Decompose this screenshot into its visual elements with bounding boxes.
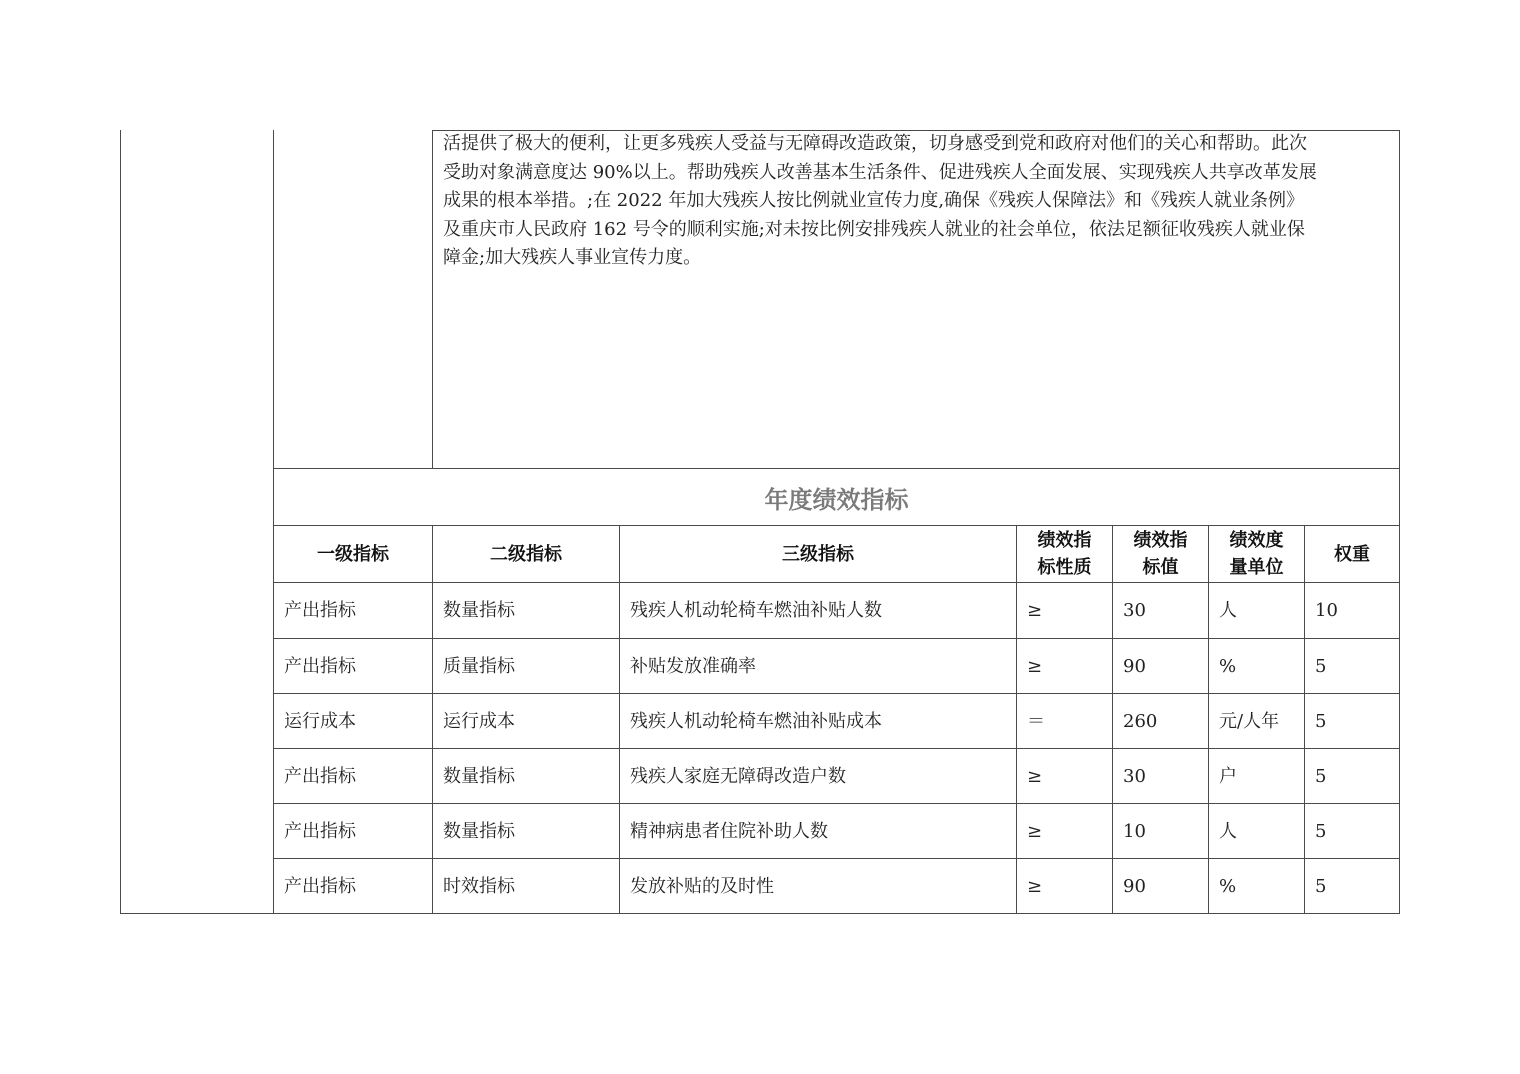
table-border-inner — [619, 525, 620, 914]
header-label: 二级指标 — [490, 543, 562, 565]
table-cell-weight: 10 — [1315, 600, 1338, 621]
paragraph-line: 及重庆市人民政府 162 号令的顺利实施;对未按比例安排残疾人就业的社会单位，依法足额征收残疾人就业保 — [443, 218, 1305, 240]
table-cell-nature: ≥ — [1027, 766, 1043, 787]
table-cell-weight: 5 — [1315, 656, 1327, 677]
table-border-inner — [432, 525, 433, 914]
table-cell-level1: 运行成本 — [284, 711, 356, 732]
header-label: 绩效指 — [1037, 530, 1092, 551]
table-cell-level3: 补贴发放准确率 — [630, 656, 756, 677]
header-label: 三级指标 — [782, 543, 854, 565]
header-weight — [1305, 526, 1399, 582]
header-label: 权重 — [1334, 543, 1370, 565]
table-cell-level3: 精神病患者住院补助人数 — [630, 821, 828, 842]
table-border-right — [1399, 130, 1400, 914]
table-cell-level3: 残疾人机动轮椅车燃油补贴成本 — [630, 711, 882, 732]
table-cell-value: 90 — [1123, 876, 1146, 897]
table-cell-unit: 元/人年 — [1219, 711, 1280, 732]
table-cell-unit: 户 — [1219, 766, 1237, 787]
table-cell-level3: 残疾人机动轮椅车燃油补贴人数 — [630, 600, 882, 621]
table-cell-level1: 产出指标 — [284, 876, 356, 897]
header-label: 量单位 — [1229, 557, 1284, 578]
header-label: 绩效度 — [1229, 530, 1284, 551]
table-cell-level2: 数量指标 — [443, 766, 515, 787]
table-cell-weight: 5 — [1315, 876, 1327, 897]
table-cell-nature: ≥ — [1027, 600, 1043, 621]
paragraph-line: 活提供了极大的便利，让更多残疾人受益与无障碍改造政策，切身感受到党和政府对他们的关心和帮助。此次 — [443, 133, 1307, 154]
table-cell-level2: 数量指标 — [443, 600, 515, 621]
table-cell-value: 30 — [1123, 766, 1146, 787]
table-border-inner — [273, 468, 1400, 469]
table-cell-level1: 产出指标 — [284, 766, 356, 787]
table-cell-level3: 发放补贴的及时性 — [630, 876, 774, 897]
table-cell-nature: ≥ — [1027, 876, 1043, 897]
table-border-inner — [1208, 525, 1209, 914]
header-label: 标性质 — [1037, 557, 1092, 578]
table-cell-value: 30 — [1123, 600, 1146, 621]
table-cell-nature: ≥ — [1027, 656, 1043, 677]
section-title: 年度绩效指标 — [764, 486, 909, 514]
table-cell-value: 90 — [1123, 656, 1146, 677]
header-label: 绩效指 — [1133, 530, 1188, 551]
table-border-inner — [432, 130, 433, 468]
header-level3 — [620, 526, 1016, 582]
paragraph-line: 障金;加大残疾人事业宣传力度。 — [443, 247, 702, 268]
table-cell-unit: % — [1219, 656, 1237, 677]
table-cell-weight: 5 — [1315, 821, 1327, 842]
table-cell-level1: 产出指标 — [284, 821, 356, 842]
table-cell-level2: 时效指标 — [443, 876, 515, 897]
header-unit — [1209, 526, 1304, 582]
table-border-inner — [1112, 525, 1113, 914]
header-level1 — [274, 526, 432, 582]
table-border-left — [120, 130, 121, 914]
table-cell-value: 10 — [1123, 821, 1146, 842]
table-cell-unit: % — [1219, 876, 1237, 897]
header-level2 — [433, 526, 619, 582]
header-label: 标值 — [1142, 557, 1179, 578]
header-nature — [1017, 526, 1112, 582]
table-cell-level3: 残疾人家庭无障碍改造户数 — [630, 766, 846, 787]
table-cell-unit: 人 — [1219, 821, 1237, 842]
table-border-inner — [273, 130, 274, 914]
table-border-inner — [1016, 525, 1017, 914]
header-value — [1113, 526, 1208, 582]
description-paragraph — [443, 130, 1393, 273]
paragraph-line: 成果的根本举措。;在 2022 年加大残疾人按比例就业宣传力度,确保《残疾人保障法》和《残疾人就业条例》 — [443, 190, 1305, 211]
table-cell-level1: 产出指标 — [284, 600, 356, 621]
table-border-inner — [1304, 525, 1305, 914]
paragraph-line: 受助对象满意度达 90%以上。帮助残疾人改善基本生活条件、促进残疾人全面发展、实现残疾人共享改革发展 — [443, 161, 1317, 183]
table-cell-nature: ≥ — [1027, 821, 1043, 842]
table-cell-level2: 质量指标 — [443, 656, 515, 677]
table-cell-level2: 运行成本 — [443, 711, 515, 732]
table-cell-nature: ＝ — [1027, 711, 1045, 732]
table-cell-level2: 数量指标 — [443, 821, 515, 842]
header-label: 一级指标 — [317, 543, 389, 565]
table-cell-value: 260 — [1123, 711, 1158, 732]
table-cell-weight: 5 — [1315, 711, 1327, 732]
table-cell-unit: 人 — [1219, 600, 1237, 621]
table-cell-weight: 5 — [1315, 766, 1327, 787]
table-cell-level1: 产出指标 — [284, 656, 356, 677]
